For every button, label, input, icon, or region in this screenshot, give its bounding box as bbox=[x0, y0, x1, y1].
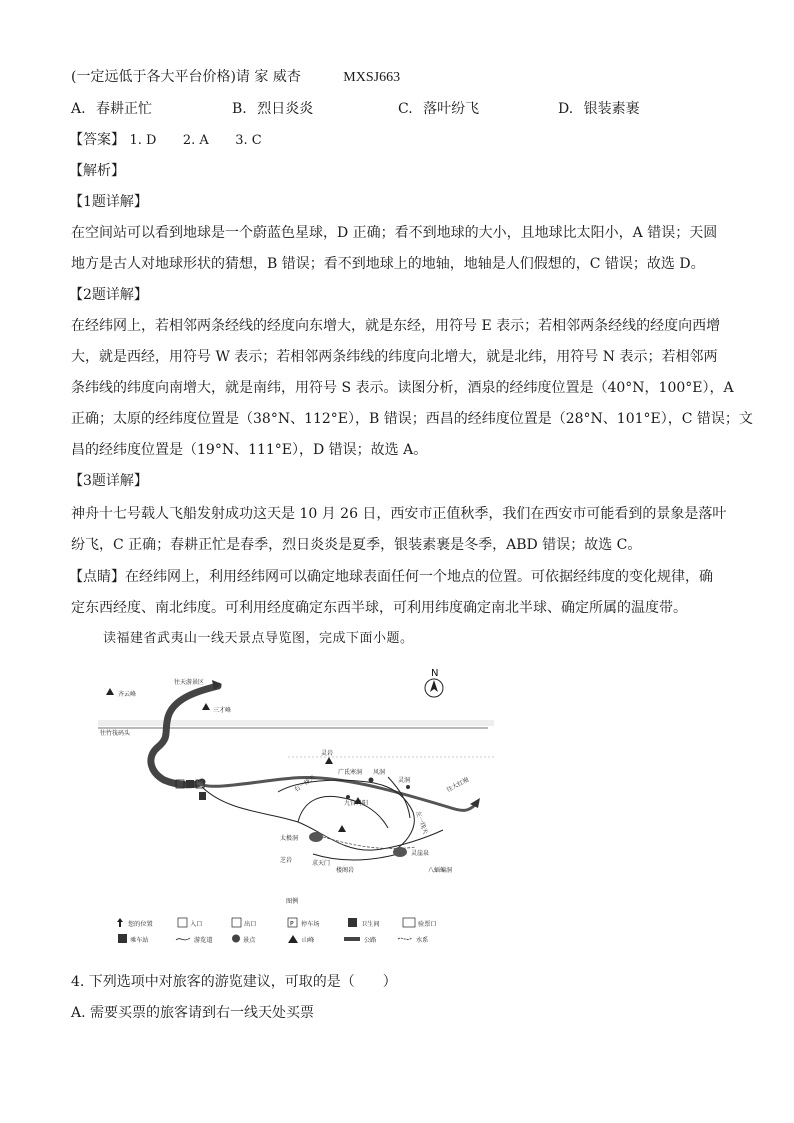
answer-tag: 【答案】 bbox=[69, 132, 125, 148]
label-lingyan: 灵岩 bbox=[321, 750, 334, 757]
label-bafeng: 八蝠蝙洞 bbox=[428, 867, 453, 874]
option-d-label: D. bbox=[558, 101, 574, 117]
option-d-text: 银装素裹 bbox=[583, 101, 640, 117]
svg-text:乘车站: 乘车站 bbox=[130, 937, 149, 944]
q2-line-3: 条纬线的纬度向南增大，就是南纬，用符号 S 表示。读图分析，酒泉的经纬度位置是（40°N，100°E），A bbox=[71, 380, 734, 396]
tip-text-1: 在经纬网上，利用经纬网可以确定地球表面任何一个地点的位置。可依据经纬度的变化规律，确 bbox=[125, 569, 713, 585]
svg-text:验票口: 验票口 bbox=[418, 921, 437, 928]
label-linyuan: 灵崖泉 bbox=[411, 850, 430, 857]
option-d bbox=[558, 100, 640, 118]
svg-text:公路: 公路 bbox=[364, 937, 377, 944]
option-c-text: 落叶纷飞 bbox=[423, 101, 480, 117]
option-b-text: 烈日炎炎 bbox=[257, 101, 314, 117]
label-qiutianmen: 求天门 bbox=[312, 860, 331, 867]
label-zuoyixiantian: 左一线天 bbox=[414, 810, 429, 836]
answer-2: 2. A bbox=[182, 133, 209, 148]
label-sancaifeng: 三才峰 bbox=[213, 707, 232, 714]
svg-text:P: P bbox=[290, 920, 294, 928]
svg-text:卫生间: 卫生间 bbox=[361, 921, 380, 928]
label-jiuqu: 九宫丹阳 bbox=[344, 800, 369, 807]
q2-line-5: 昌的经纬度位置是（19°N、111°E），D 错误；故选 A。 bbox=[71, 442, 428, 458]
analysis-tag: 【解析】 bbox=[69, 163, 125, 179]
header-line bbox=[71, 68, 400, 87]
q2-line-4: 正确；太原的经纬度位置是（38°N、112°E），B 错误；西昌的经纬度位置是（28°N、101°E），C 错误；文 bbox=[71, 411, 753, 427]
q3-line-2: 纷飞，C 正确；春耕正忙是春季，烈日炎炎是夏季，银装素裹是冬季，ABD 错误；故选 C。 bbox=[71, 537, 642, 553]
q1-line-2: 地方是古人对地球形状的猜想，B 错误；看不到地球上的地轴，地轴是人们假想的，C 错误；故选 D。 bbox=[71, 256, 705, 272]
label-youyixiantian: 右一线天 bbox=[293, 774, 317, 794]
option-a-label: A. bbox=[71, 101, 86, 117]
wuyishan-map bbox=[98, 662, 494, 954]
label-tianyou: 往天游景区 bbox=[174, 679, 205, 686]
option-a-text: 春耕正忙 bbox=[96, 101, 153, 117]
label-lingdong: 灵洞 bbox=[398, 777, 411, 784]
option-c bbox=[398, 100, 479, 118]
tip-line-2: 定东西经度、南北纬度。可利用经度确定东西半球，可利用纬度确定南北半球、确定所属的温度带。 bbox=[71, 600, 687, 616]
legend-title: 图例 bbox=[286, 898, 299, 905]
answer-line bbox=[69, 131, 262, 150]
q4-option-a: A. 需要买票的旅客请到右一线天处买票 bbox=[71, 1005, 315, 1021]
option-c-label: C. bbox=[398, 101, 413, 117]
label-zhizhiyan: 芝岩 bbox=[280, 857, 293, 864]
q2-tag: 【2题详解】 bbox=[69, 287, 148, 303]
label-taipingdong: 太极洞 bbox=[280, 835, 299, 842]
svg-text:游览道: 游览道 bbox=[194, 937, 213, 944]
q3-line-1: 神舟十七号载人飞船发射成功这天是 10 月 26 日，西安市正值秋季，我们在西安市可能看到的景象是落叶 bbox=[71, 506, 727, 522]
option-b bbox=[232, 100, 313, 118]
header-text: (一定远低于各大平台价格)请 家 威杏 bbox=[71, 69, 301, 85]
svg-text:您的位置: 您的位置 bbox=[128, 921, 153, 928]
tip-line-1 bbox=[69, 568, 713, 586]
option-a bbox=[71, 100, 152, 118]
header-code: MXSJ663 bbox=[343, 70, 401, 85]
label-qiyunfeng: 齐云峰 bbox=[118, 691, 137, 698]
q1-line-1: 在空间站可以看到地球是一个蔚蓝色星球，D 正确；看不到地球的大小，且地球比太阳小，A 错误；天圆 bbox=[71, 225, 718, 241]
label-linzhuyan: 楼阁岩 bbox=[336, 867, 355, 874]
map-intro: 读福建省武夷山一线天景点导览图，完成下面小题。 bbox=[103, 631, 414, 646]
svg-text:入口: 入口 bbox=[190, 921, 203, 928]
north-label: N bbox=[431, 668, 439, 679]
q4-stem: 4. 下列选项中对旅客的游览建议，可取的是（ ） bbox=[71, 974, 397, 990]
svg-text:景点: 景点 bbox=[243, 937, 256, 944]
answer-3: 3. C bbox=[235, 133, 262, 148]
q1-tag: 【1题详解】 bbox=[69, 194, 148, 210]
answer-1: 1. D bbox=[129, 133, 157, 148]
option-b-label: B. bbox=[232, 101, 247, 117]
label-guanyindong: 广氐寒洞 bbox=[338, 769, 363, 776]
svg-text:水系: 水系 bbox=[416, 937, 429, 944]
q2-line-2: 大，就是西经，用符号 W 表示；若相邻两条纬线的纬度向北增大，就是北纬，用符号 N 表示；若相邻两 bbox=[71, 349, 718, 365]
svg-text:停车场: 停车场 bbox=[301, 921, 320, 928]
label-fengdong: 风洞 bbox=[373, 769, 386, 776]
q2-line-1: 在经纬网上，若相邻两条经线的经度向东增大，就是东经，用符号 E 表示；若相邻两条经线的经度向西增 bbox=[71, 318, 721, 334]
label-dahongpao: 往大红袍 bbox=[445, 776, 471, 794]
label-zhupai: 往竹筏码头 bbox=[100, 730, 131, 737]
svg-text:山峰: 山峰 bbox=[302, 937, 315, 944]
tip-tag: 【点睛】 bbox=[69, 569, 125, 585]
q3-tag: 【3题详解】 bbox=[69, 473, 148, 489]
svg-text:出口: 出口 bbox=[244, 921, 257, 928]
